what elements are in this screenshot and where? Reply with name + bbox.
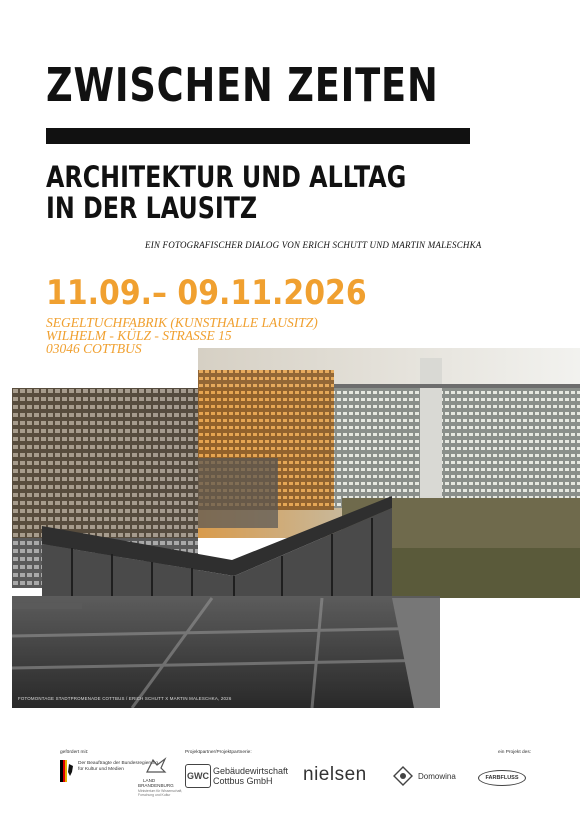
title-rule	[46, 128, 470, 144]
bkm-line-1: Der Beauftragte der Bundesregierung	[78, 761, 158, 766]
project-label: ein Projekt des:	[498, 750, 532, 755]
gwc-line-1: Gebäudewirtschaft	[213, 766, 289, 776]
sponsor-footer	[0, 740, 580, 821]
bkm-line-2: für Kultur und Medien	[78, 767, 124, 772]
funded-label: gefördert mit:	[60, 750, 89, 755]
brandenburg-line-1: LAND	[143, 778, 156, 783]
brandenburg-line-4: Forschung und Kultur	[138, 793, 171, 797]
exhibition-dates: 11.09.– 09.11.2026	[46, 273, 367, 313]
brandenburg-line-2: BRANDENBURG	[138, 783, 174, 788]
subtitle-line-2: IN DER LAUSITZ	[46, 191, 258, 225]
venue-line-1: SEGELTUCHFABRIK (KUNSTHALLE LAUSITZ)	[46, 315, 318, 330]
venue-line-3: 03046 COTTBUS	[46, 341, 142, 356]
photo-montage	[12, 348, 580, 708]
domowina-emblem-icon	[393, 766, 413, 786]
poster-title: ZWISCHEN ZEITEN	[46, 58, 439, 112]
partners-label: Projektpartner/Projektpartnerie:	[185, 750, 252, 755]
poster-subtitle	[46, 162, 406, 224]
subtitle-line-1: ARCHITEKTUR UND ALLTAG	[46, 160, 407, 194]
byline: EIN FOTOGRAFISCHER DIALOG VON ERICH SCHUTT UND MARTIN MALESCHKA	[145, 240, 482, 250]
venue-line-2: WILHELM - KÜLZ - STRASSE 15	[46, 328, 232, 343]
farbfluss-logo: FARBFLUSS	[478, 770, 526, 786]
brandenburg-line-3: Ministerium für Wissenschaft,	[138, 789, 183, 793]
federal-eagle-icon	[60, 760, 74, 782]
domowina-logo: Domowina	[418, 772, 456, 781]
photo-credit: FOTOMONTAGE STADTPROMENADE COTTBUS / ERICH SCHUTT X MARTIN MALESCHKA, 2026	[18, 696, 232, 701]
brandenburg-eagle-icon	[143, 756, 169, 776]
gwc-line-2: Cottbus GmbH	[213, 776, 273, 786]
nielsen-logo: nielsen	[303, 764, 367, 785]
gwc-logo: GWC	[185, 764, 211, 788]
